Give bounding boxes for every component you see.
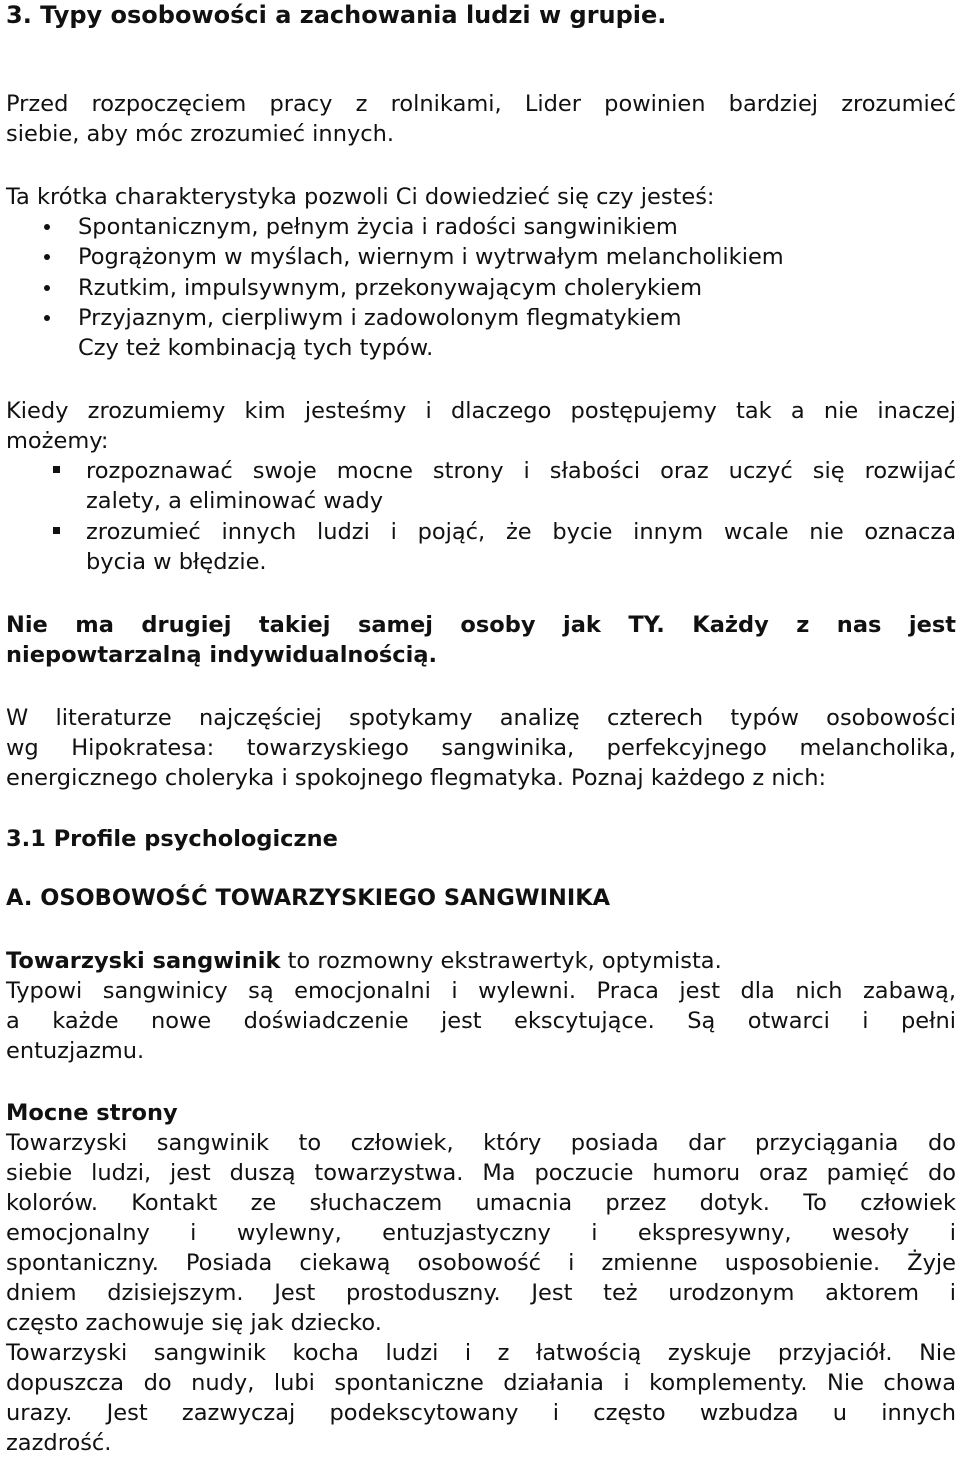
list-item: rozpoznawać swoje mocne strony i słabości oraz uczyć się rozwijać zalety, a eliminować wady: [0, 456, 956, 517]
strengths-section: Mocne strony Towarzyski sangwinik to człowiek, który posiada dar przyciągania do siebie ludzi, jest duszą towarzystwa. Ma poczucie humoru oraz pamięć do kolorów. Kontakt ze słuchaczem umacnia przez dotyk. To człowiek emocjonalny i wylewny, entuzjastyczny i ekspresywny, wesoły i spontaniczny. Posiada ciekawą osobowość i zmienne usposobienie. Żyje dniem dzisiejszym. Jest prostoduszny. Jest też urodzonym aktorem i często zachowuje się jak dziecko. Towarzyski sangwinik kocha ludzi i z łatwością zyskuje przyjaciół. Nie dopuszcza do nudy, lubi spontaniczne działania i komplementy. Nie chowa urazy. Jest zazwyczaj podekscytowany i często wzbudza u innych zazdrość.: [6, 1100, 956, 1456]
bullet-icon: [44, 315, 50, 321]
section-title: 3.1 Profile psychologiczne: [6, 826, 338, 852]
definition-first-line: Towarzyski sangwinik to rozmowny ekstrawertyk, optymista.: [6, 948, 722, 974]
list-item: Pogrążonym w myślach, wiernym i wytrwałym melancholikiem: [0, 242, 956, 273]
traits-lead: Ta krótka charakterystyka pozwoli Ci dowiedzieć się czy jesteś:: [6, 184, 715, 210]
subsection-title: A. OSOBOWOŚĆ TOWARZYSKIEGO SANGWINIKA: [6, 885, 611, 911]
intro-paragraph: [6, 89, 956, 149]
square-bullet-icon: [53, 527, 60, 534]
strengths-title: Mocne strony: [6, 1100, 178, 1126]
definition-term: Towarzyski sangwinik: [6, 948, 281, 974]
understand-paragraph: Kiedy zrozumiemy kim jesteśmy i dlaczego postępujemy tak a nie inaczej możemy:: [6, 398, 956, 454]
list-item: Rzutkim, impulsywnym, przekonywającym cholerykiem: [0, 273, 956, 303]
list-item: zrozumieć innych ludzi i pojąć, że bycie innym wcale nie oznacza bycia w błędzie.: [0, 517, 956, 578]
intro-line: Przed rozpoczęciem pracy z rolnikami, Lider powinien bardziej zrozumieć: [6, 91, 956, 117]
unique-statement: Nie ma drugiej takiej samej osoby jak TY. Każdy z nas jest niepowtarzalną indywidualnością.: [6, 612, 956, 668]
list-tail: Czy też kombinacją tych typów.: [78, 335, 434, 361]
intro-line: siebie, aby móc zrozumieć innych.: [6, 121, 395, 147]
definition-paragraph: Towarzyski sangwinik to rozmowny ekstrawertyk, optymista. Typowi sangwinicy są emocjonalni i wylewni. Praca jest dla nich zabawą, a każde nowe doświadczenie jest ekscytujące. Są otwarci i pełni entuzjazmu.: [6, 948, 956, 1064]
understand-list: [0, 456, 956, 578]
square-bullet-icon: [53, 466, 60, 473]
traits-section: [6, 182, 956, 212]
bullet-icon: [44, 285, 50, 291]
bullet-icon: [44, 254, 50, 260]
literature-paragraph: W literaturze najczęściej spotykamy analizę czterech typów osobowości wg Hipokratesa: towarzyskiego sangwinika, perfekcyjnego melancholika, energicznego choleryka i spokojnego flegmatyka. Poznaj każdego z nich:: [6, 705, 956, 791]
page-heading: [6, 0, 956, 30]
traits-list: [0, 212, 956, 363]
list-item: Spontanicznym, pełnym życia i radości sangwinikiem: [0, 212, 956, 242]
heading-text: 3. Typy osobowości a zachowania ludzi w grupie.: [6, 1, 667, 29]
bullet-icon: [44, 224, 50, 230]
list-item: Przyjaznym, cierpliwym i zadowolonym flegmatykiem: [0, 303, 956, 333]
